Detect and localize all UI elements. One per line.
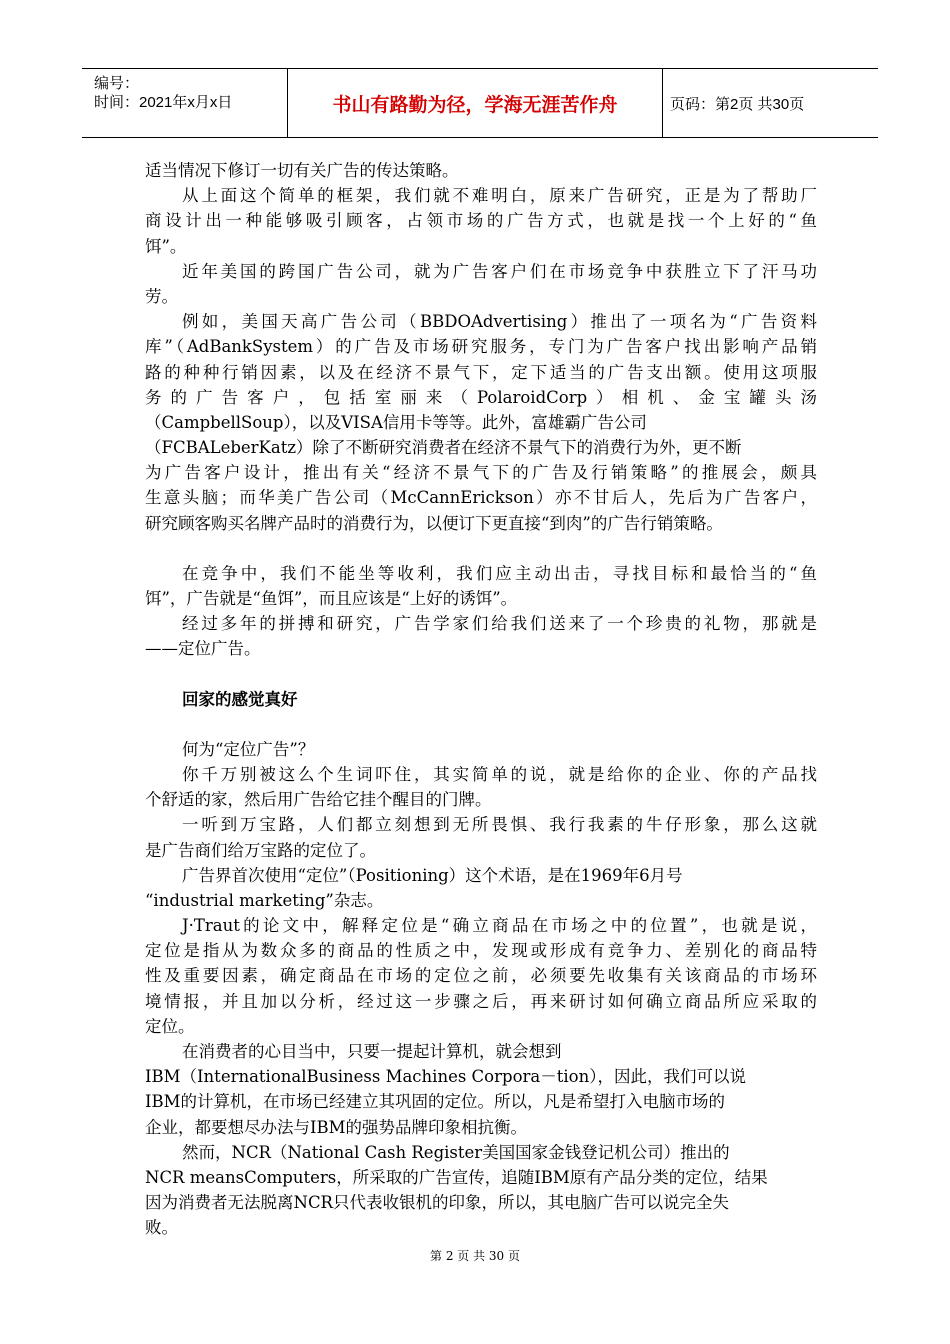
- text-line: 因为消费者无法脱离NCR只代表收银机的印象，所以，其电脑广告可以说完全失: [145, 1193, 729, 1213]
- text-line: 定位是指从为数众多的商品的性质之中，发现或形成有竞争力、差别化的商品特: [145, 941, 817, 961]
- header-motto: 书山有路勤为径，学海无涯苦作舟: [287, 69, 663, 137]
- paragraph-gap: [145, 662, 817, 687]
- text-line: 个舒适的家，然后用广告给它挂个醒目的门牌。: [145, 790, 492, 810]
- text-line: 库”（AdBankSystem）的广告及市场研究服务，专门为广告客户找出影响产品销: [145, 337, 817, 357]
- text-line: NCR meansComputers，所采取的广告宣传，追随IBM原有产品分类的定位，结果: [145, 1167, 768, 1187]
- page-footer: 第 2 页 共 30 页: [430, 1249, 520, 1263]
- text-line: 为广告客户设计，推出有关“经济不景气下的广告及行销策略”的推展会，颇具: [145, 463, 817, 483]
- text-line: 然而，NCR（National Cash Register美国国家金钱登记机公司）推出的: [182, 1142, 730, 1162]
- page-header: [82, 68, 878, 138]
- text-line: 你千万别被这么个生词吓住，其实简单的说，就是给你的企业、你的产品找: [182, 764, 817, 784]
- text-line: IBM的计算机，在市场已经建立其巩固的定位。所以，凡是希望打入电脑市场的: [145, 1092, 726, 1112]
- text-line: “industrial marketing”杂志。: [145, 890, 384, 910]
- text-line: 是广告商们给万宝路的定位了。: [145, 840, 376, 860]
- paragraph-gap: [145, 536, 817, 561]
- text-line: 商设计出一种能够吸引顾客，占领市场的广告方式，也就是找一个上好的“鱼: [145, 211, 817, 231]
- text-line: 何为“定位广告”？: [182, 739, 315, 759]
- text-line: 研究顾客购买名牌产品时的消费行为，以便订下更直接“到肉”的广告行销策略。: [145, 513, 723, 533]
- text-line: 近年美国的跨国广告公司，就为广告客户们在市场竞争中获胜立下了汗马功: [182, 261, 817, 281]
- text-line: 务的广告客户，包括室丽来（PolaroidCorp）相机、金宝罐头汤: [145, 387, 817, 407]
- text-line: 境情报，并且加以分析，经过这一步骤之后，再来研讨如何确立商品所应采取的: [145, 991, 817, 1011]
- text-line: IBM（InternationalBusiness Machines Corpora－tion），因此，我们可以说: [145, 1067, 746, 1087]
- header-page-info: 页码：第2页 共30页: [670, 95, 805, 113]
- text-line: 从上面这个简单的框架，我们就不难明白，原来广告研究，正是为了帮助厂: [182, 186, 817, 206]
- text-line: ——定位广告。: [145, 639, 261, 659]
- text-line: 性及重要因素，确定商品在市场的定位之前，必须要先收集有关该商品的市场环: [145, 966, 817, 986]
- text-line: 适当情况下修订一切有关广告的传达策略。: [145, 161, 459, 180]
- text-line: 企业，都要想尽办法与IBM的强势品牌印象相抗衡。: [145, 1117, 528, 1137]
- text-line: 例如，美国天高广告公司（BBDOAdvertising）推出了一项名为“广告资料: [182, 312, 817, 332]
- text-line: 在竞争中，我们不能坐等收利，我们应主动出击，寻找目标和最恰当的“鱼: [182, 563, 817, 583]
- document-body: [145, 158, 817, 1241]
- text-line: 劳。: [145, 286, 178, 306]
- text-line: 定位。: [145, 1016, 195, 1036]
- text-line: J·Traut的论文中，解释定位是“确立商品在市场之中的位置”，也就是说，: [182, 916, 817, 936]
- section-heading: 回家的感觉真好: [182, 689, 298, 709]
- paragraph-gap: [145, 712, 817, 737]
- time-label: 时间：2021年x月x日: [94, 94, 233, 111]
- text-line: 生意头脑；而华美广告公司（McCannErickson）亦不甘后人，先后为广告客户，: [145, 488, 817, 508]
- text-line: 在消费者的心目当中，只要一提起计算机，就会想到: [182, 1042, 562, 1061]
- text-line: 广告界首次使用“定位”（Positioning）这个术语，是在1969年6月号: [182, 865, 683, 885]
- text-line: 饵”。: [145, 236, 187, 256]
- number-label: 编号：: [94, 75, 140, 92]
- text-line: 经过多年的拼搏和研究，广告学家们给我们送来了一个珍贵的礼物，那就是: [182, 614, 817, 634]
- text-line: 一听到万宝路，人们都立刻想到无所畏惧、我行我素的牛仔形象，那么这就: [182, 815, 817, 835]
- text-line: 路的种种行销因素，以及在经济不景气下，定下适当的广告支出额。使用这项服: [145, 362, 817, 382]
- text-line: 败。: [145, 1218, 178, 1238]
- text-line: 饵”，广告就是“鱼饵”，而且应该是“上好的诱饵”。: [145, 589, 518, 608]
- text-line: （FCBALeberKatz）除了不断研究消费者在经济不景气下的消费行为外，更不断: [145, 438, 742, 458]
- text-line: （CampbellSoup），以及VISA信用卡等等。此外，富雄霸广告公司: [145, 412, 647, 432]
- header-meta: [82, 69, 287, 137]
